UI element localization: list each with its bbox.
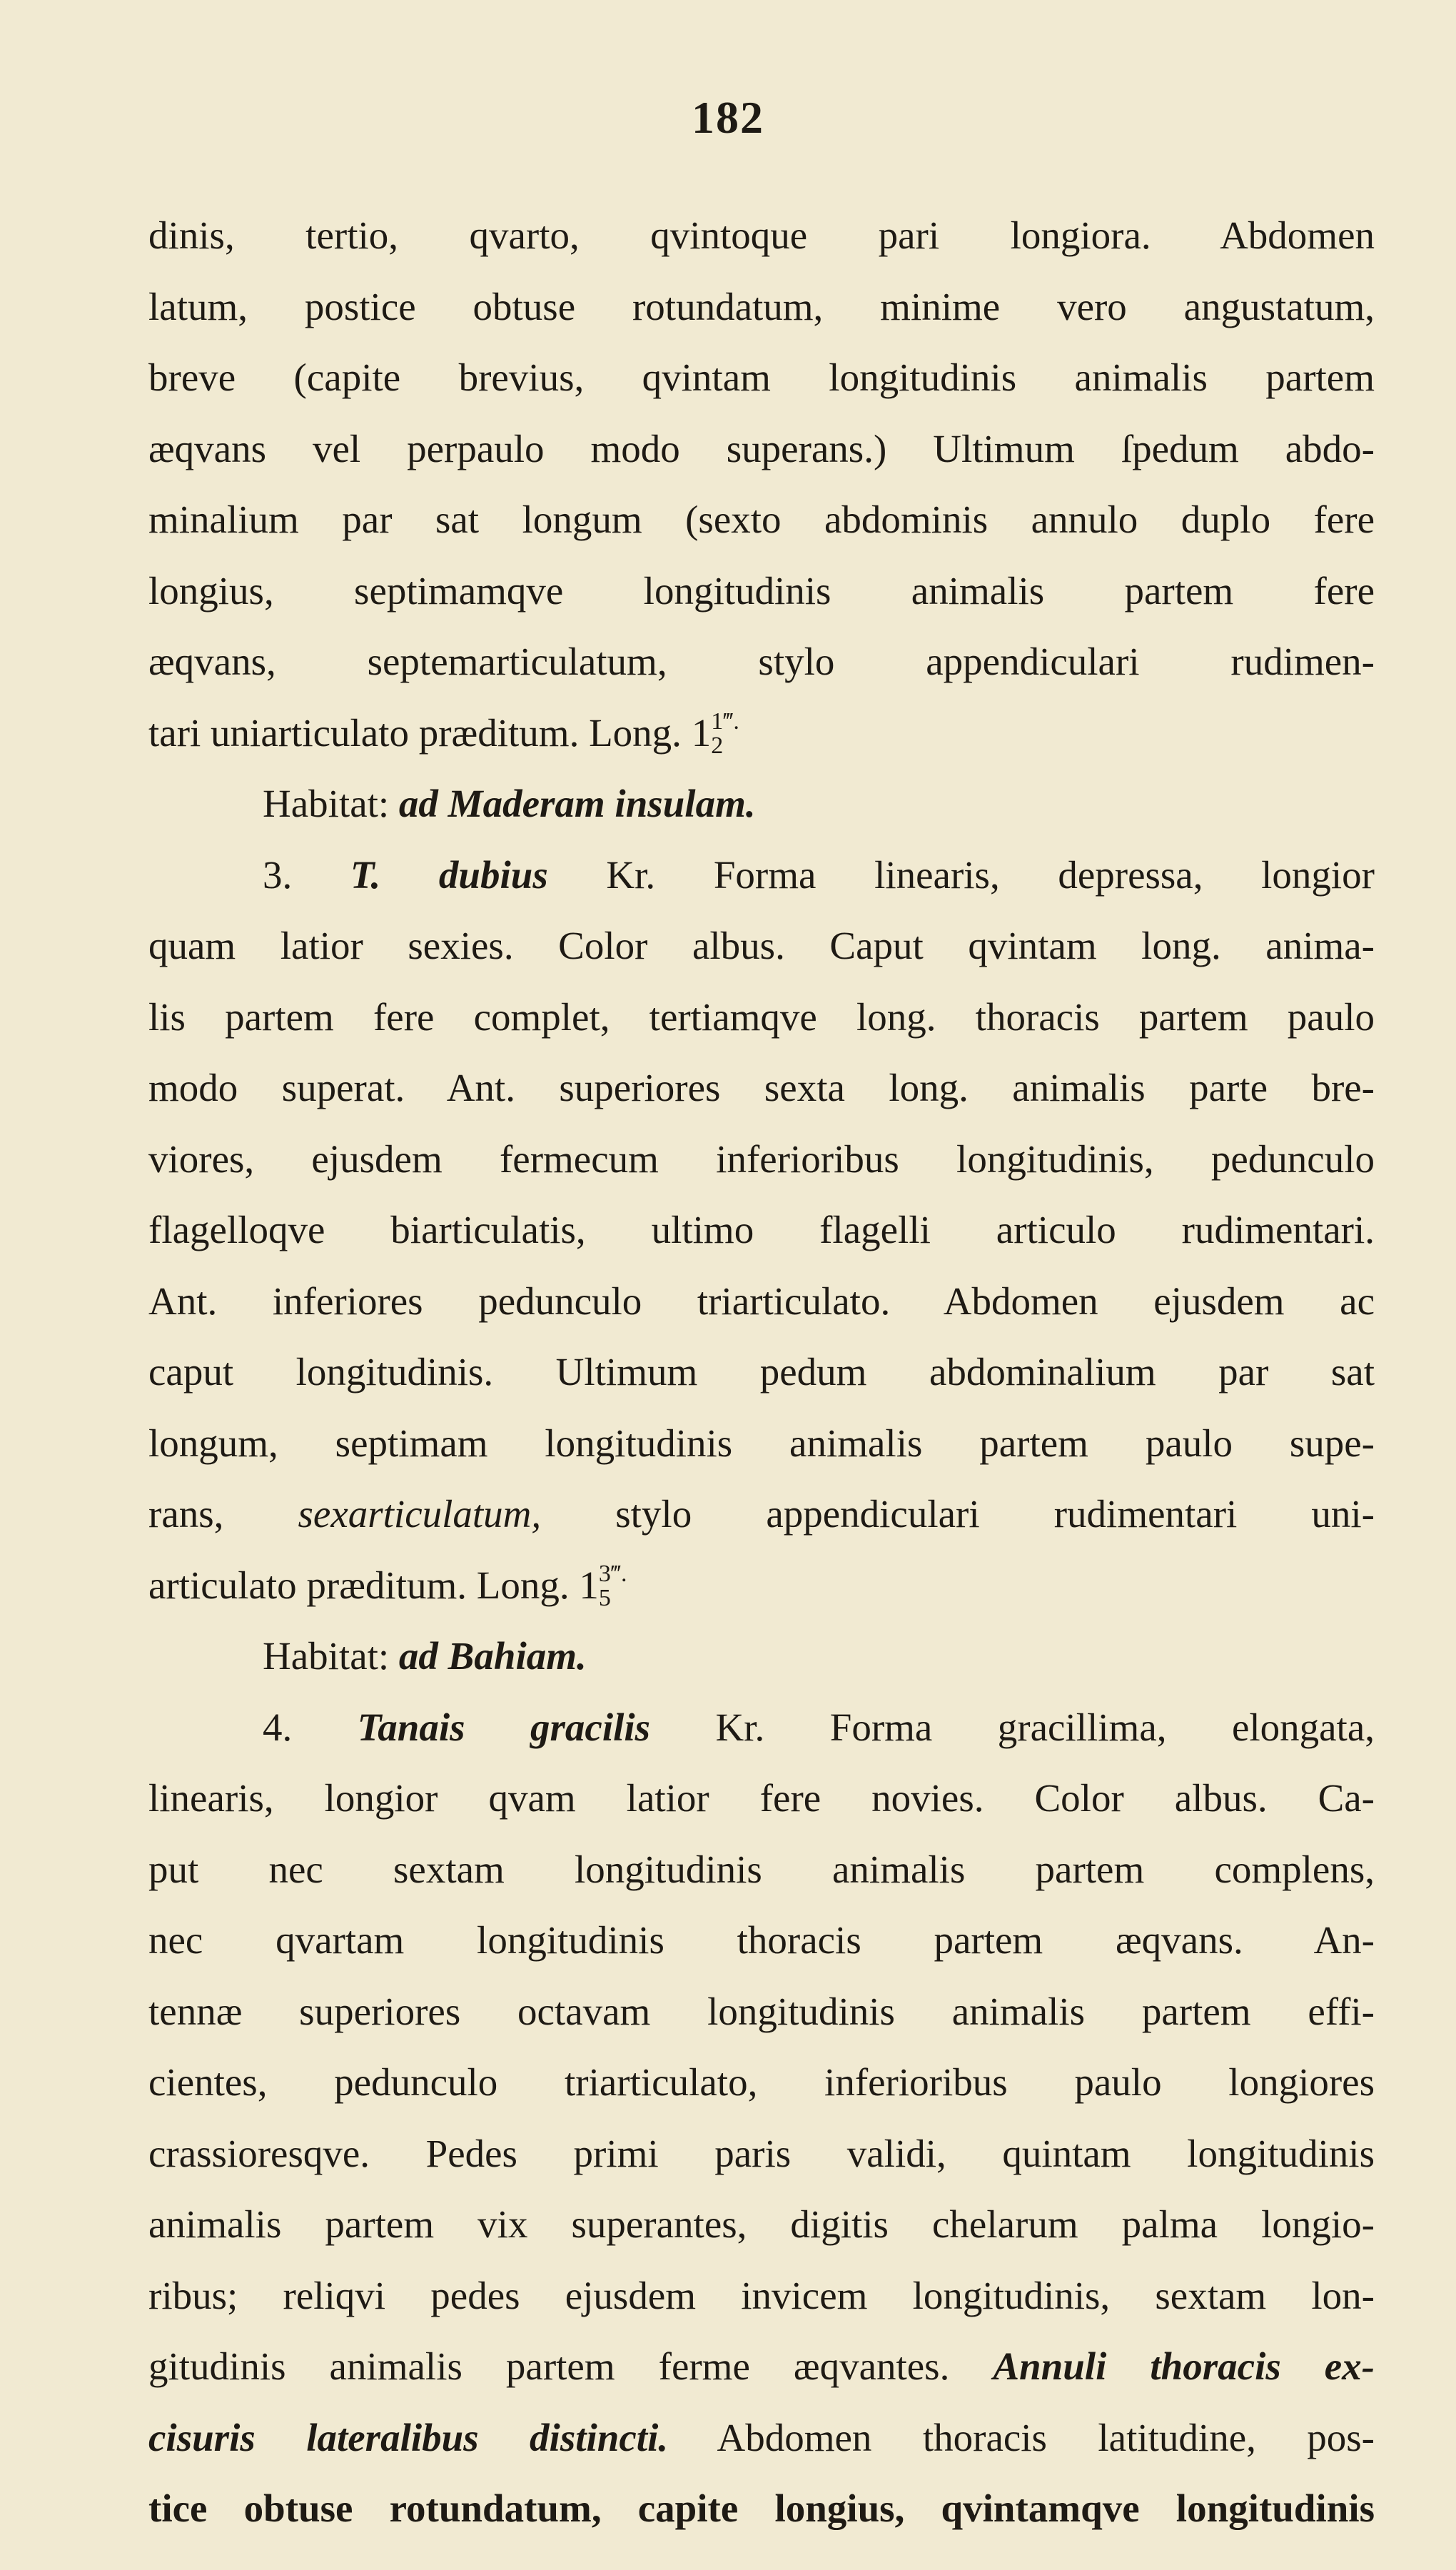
text-segment: gitudinis animalis partem ferme æqvantes. [148, 2344, 950, 2388]
species-heading-line [148, 1692, 1375, 1763]
text-block [148, 200, 1375, 2544]
text-line: caput longitudinis. Ultimum pedum abdominalium par sat [148, 1350, 1375, 1394]
species-number: 3. [263, 852, 293, 897]
text-line: modo superat. Ant. superiores sexta long. animalis parte bre- [148, 1066, 1375, 1109]
species-name: dubius [438, 852, 548, 897]
italic-phrase: cisuris lateralibus distincti. [148, 2415, 669, 2459]
text-line: put nec sextam longitudinis animalis partem complens, [148, 1847, 1375, 1891]
text-line [148, 2331, 1375, 2402]
text-line [148, 697, 1375, 769]
text-line: quam latior sexies. Color albus. Caput qvintam long. anima- [148, 924, 1375, 967]
habitat-location: ad Bahiam. [398, 1634, 587, 1678]
text-line: lis partem fere complet, tertiamqve long. thoracis partem paulo [148, 994, 1375, 1039]
text-line: linearis, longior qvam latior fere novies. Color albus. Ca- [148, 1776, 1375, 1820]
text-line [148, 1478, 1375, 1550]
species-name: Tanais gracilis [357, 1705, 651, 1749]
text-segment: rans, [148, 1492, 224, 1536]
habitat-line [148, 768, 1375, 840]
text-line: crassioresqve. Pedes primi paris validi, quintam longitudinis [148, 2131, 1375, 2175]
text-line: nec qvartam longitudinis thoracis partem æqvans. An- [148, 1918, 1375, 1962]
text-line: minalium par sat longum (sexto abdominis annulo duplo fere [148, 498, 1375, 541]
habitat-line [148, 1621, 1375, 1692]
species-heading-line [148, 840, 1375, 911]
text-line: tennæ superiores octavam longitudinis animalis partem effi- [148, 1989, 1375, 2033]
text-line: animalis partem vix superantes, digitis chelarum palma longio- [148, 2202, 1375, 2246]
fraction: 3 5 [598, 1560, 611, 1611]
text-line: tice obtuse rotundatum, capite longius, qvintamqve longitudinis [148, 2486, 1375, 2530]
length-measure: 1 3 5 ‴. [579, 1560, 627, 1611]
text-line: longum, septimam longitudinis animalis partem paulo supe- [148, 1421, 1375, 1465]
page-number: 182 [692, 92, 764, 143]
text-segment: Kr. Forma gracillima, elongata, [715, 1705, 1375, 1749]
text-line: dinis, tertio, qvarto, qvintoque pari longiora. Abdomen [148, 213, 1375, 257]
text-segment: Abdomen thoracis latitudine, pos- [717, 2415, 1375, 2459]
text-line: latum, postice obtuse rotundatum, minime vero angustatum, [148, 284, 1375, 328]
habitat-label: Habitat: [263, 782, 390, 825]
text-line: viores, ejusdem fermecum inferioribus longitudinis, pedunculo [148, 1137, 1375, 1181]
fraction: 1 2 [711, 707, 724, 759]
text-line: breve (capite brevius, qvintam longitudinis animalis partem [148, 356, 1375, 399]
text-line: æqvans, septemarticulatum, stylo appendiculari rudimen- [148, 640, 1375, 683]
text-line: cientes, pedunculo triarticulato, inferioribus paulo longiores [148, 2060, 1375, 2104]
length-measure: 1 1 2 ‴. [691, 707, 739, 759]
text-segment: articulato præditum. Long. [148, 1563, 570, 1607]
text-segment: tari uniarticulato præditum. Long. [148, 710, 682, 755]
italic-phrase: Annuli thoracis ex- [993, 2344, 1375, 2388]
text-line [148, 1550, 1375, 1621]
text-line: flagelloqve biarticulatis, ultimo flagelli articulo rudimentari. [148, 1208, 1375, 1251]
species-number: 4. [263, 1705, 293, 1749]
italic-term: sexarticulatum, [298, 1492, 542, 1536]
habitat-location: ad Maderam insulam. [398, 782, 756, 825]
text-line [148, 2402, 1375, 2474]
text-segment: Kr. Forma linearis, depressa, longior [606, 852, 1375, 897]
habitat-label: Habitat: [263, 1634, 390, 1678]
text-line: Ant. inferiores pedunculo triarticulato. Abdomen ejusdem ac [148, 1279, 1375, 1323]
text-segment: stylo appendiculari rudimentari uni- [615, 1492, 1375, 1536]
text-line: longius, septimamqve longitudinis animalis partem fere [148, 568, 1375, 613]
text-line: ribus; reliqvi pedes ejusdem invicem longitudinis, sextam lon- [148, 2273, 1375, 2317]
text-line: æqvans vel perpaulo modo superans.) Ultimum ſpedum abdo- [148, 426, 1375, 470]
genus-abbrev: T. [350, 852, 381, 897]
